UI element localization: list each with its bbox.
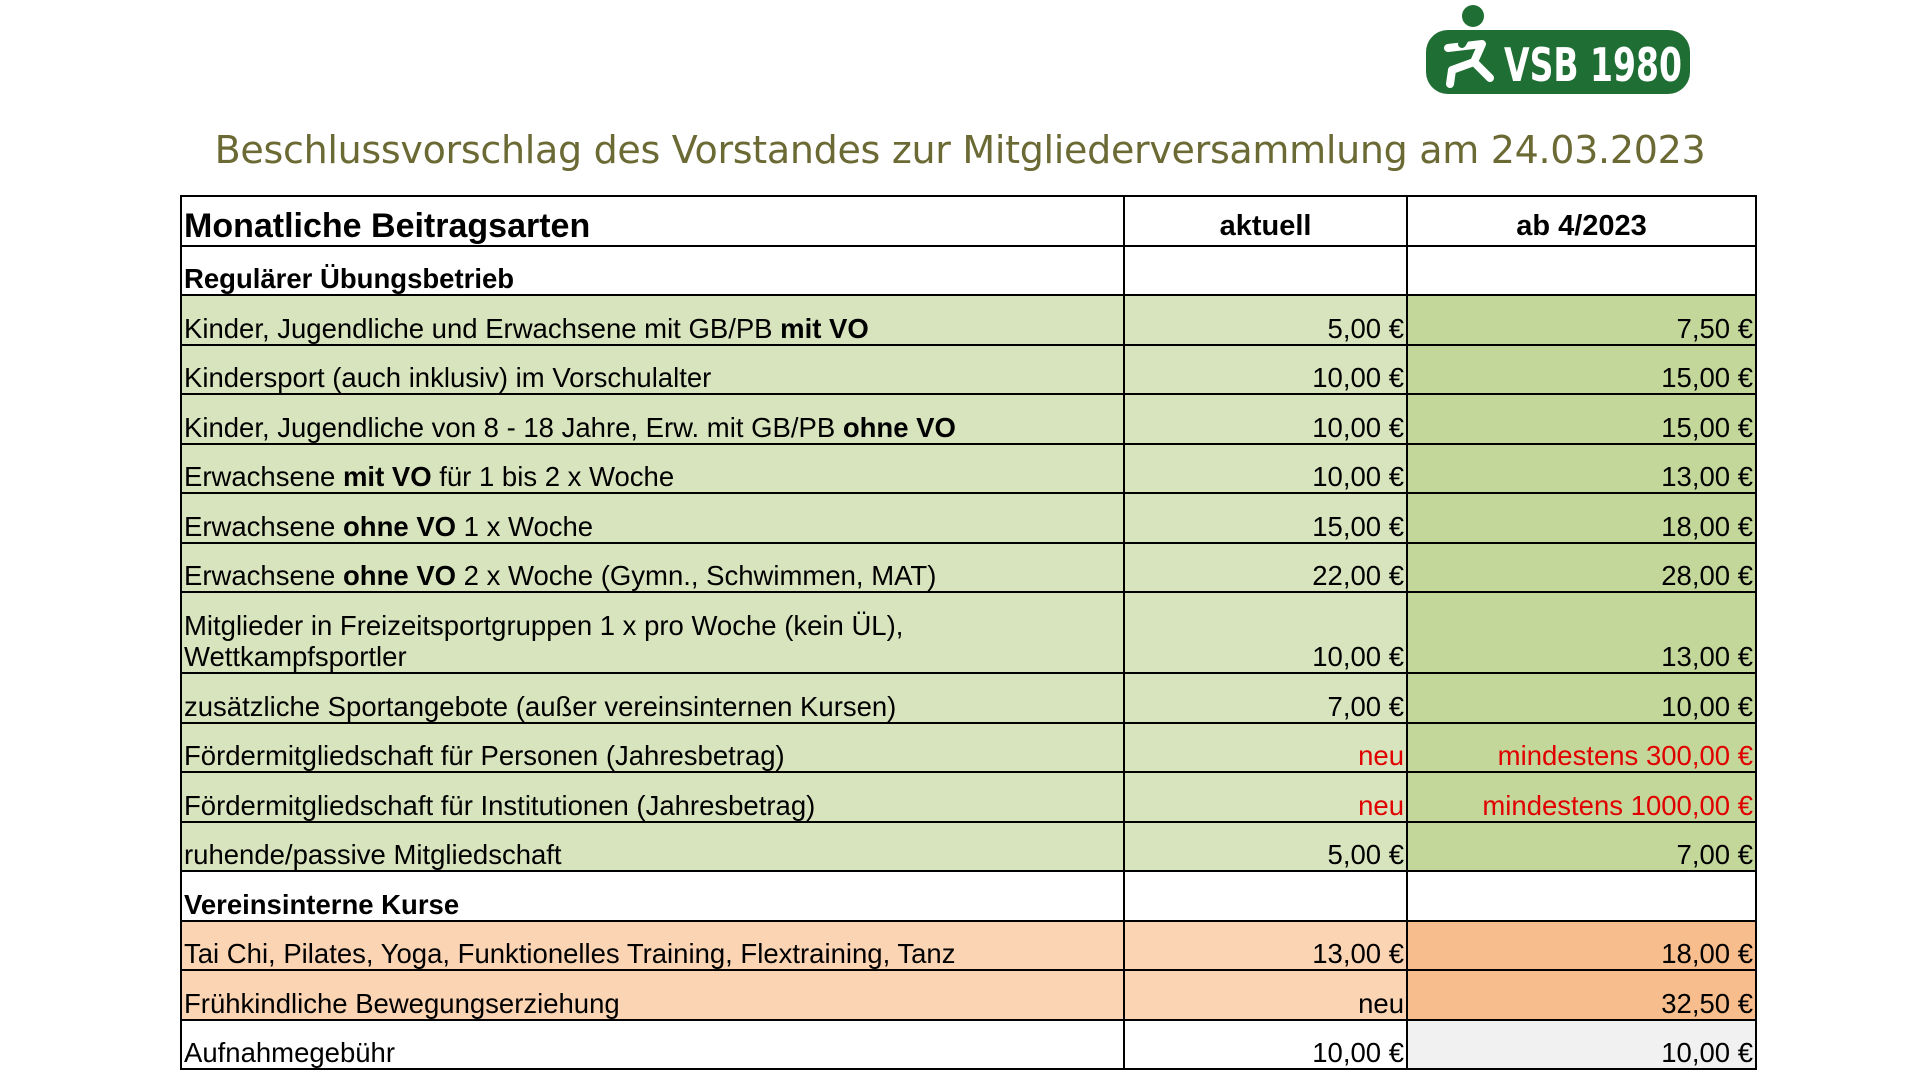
- table-row: [181, 970, 1756, 1020]
- section-title: Regulärer Übungsbetrieb: [181, 246, 1124, 296]
- row-label: zusätzliche Sportangebote (außer vereinsinternen Kursen): [181, 673, 1124, 723]
- table-row: [181, 723, 1756, 773]
- current-value: 5,00 €: [1124, 822, 1407, 872]
- header-current: aktuell: [1124, 196, 1407, 246]
- new-value: 15,00 €: [1407, 394, 1756, 444]
- row-label: ruhende/passive Mitgliedschaft: [181, 822, 1124, 872]
- new-value: 13,00 €: [1407, 592, 1756, 673]
- empty-cell: [1407, 871, 1756, 921]
- table-row: [181, 394, 1756, 444]
- table-row: [181, 673, 1756, 723]
- current-value: 10,00 €: [1124, 592, 1407, 673]
- table-row: [181, 295, 1756, 345]
- table-header-row: [181, 196, 1756, 246]
- table-row: [181, 921, 1756, 971]
- row-label: Kinder, Jugendliche von 8 - 18 Jahre, Erw. mit GB/PB ohne VO: [181, 394, 1124, 444]
- current-value: 10,00 €: [1124, 444, 1407, 494]
- new-value: mindestens 1000,00 €: [1407, 772, 1756, 822]
- table-row: [181, 592, 1756, 673]
- row-label: Erwachsene ohne VO 2 x Woche (Gymn., Schwimmen, MAT): [181, 543, 1124, 593]
- runner-logo-icon: [1422, 4, 1694, 98]
- current-value: 10,00 €: [1124, 1020, 1407, 1070]
- row-label: Kinder, Jugendliche und Erwachsene mit GB/PB mit VO: [181, 295, 1124, 345]
- row-label: Fördermitgliedschaft für Personen (Jahresbetrag): [181, 723, 1124, 773]
- section-row-regular: [181, 246, 1756, 296]
- table-row: [181, 444, 1756, 494]
- empty-cell: [1124, 871, 1407, 921]
- current-value: 22,00 €: [1124, 543, 1407, 593]
- logo-text: VSB 1980: [1504, 38, 1682, 92]
- section-title: Vereinsinterne Kurse: [181, 871, 1124, 921]
- row-label: Fördermitgliedschaft für Institutionen (Jahresbetrag): [181, 772, 1124, 822]
- new-value: 7,00 €: [1407, 822, 1756, 872]
- new-value: 28,00 €: [1407, 543, 1756, 593]
- new-value: 7,50 €: [1407, 295, 1756, 345]
- section-row-courses: [181, 871, 1756, 921]
- row-label: Erwachsene mit VO für 1 bis 2 x Woche: [181, 444, 1124, 494]
- new-value: 32,50 €: [1407, 970, 1756, 1020]
- new-value: 13,00 €: [1407, 444, 1756, 494]
- page-title: Beschlussvorschlag des Vorstandes zur Mitgliederversammlung am 24.03.2023: [214, 128, 1706, 172]
- table-row: [181, 493, 1756, 543]
- new-value: mindestens 300,00 €: [1407, 723, 1756, 773]
- empty-cell: [1407, 246, 1756, 296]
- current-value: 10,00 €: [1124, 345, 1407, 395]
- current-value: 13,00 €: [1124, 921, 1407, 971]
- new-value: 15,00 €: [1407, 345, 1756, 395]
- current-value: 7,00 €: [1124, 673, 1407, 723]
- row-label: Tai Chi, Pilates, Yoga, Funktionelles Training, Flextraining, Tanz: [181, 921, 1124, 971]
- table-row: [181, 543, 1756, 593]
- new-value: 10,00 €: [1407, 1020, 1756, 1070]
- new-value: 18,00 €: [1407, 493, 1756, 543]
- row-label: Frühkindliche Bewegungserziehung: [181, 970, 1124, 1020]
- row-label: Kindersport (auch inklusiv) im Vorschulalter: [181, 345, 1124, 395]
- empty-cell: [1124, 246, 1407, 296]
- current-value: neu: [1124, 970, 1407, 1020]
- fee-table: [180, 195, 1757, 1070]
- table-row: [181, 772, 1756, 822]
- header-new: ab 4/2023: [1407, 196, 1756, 246]
- current-value: neu: [1124, 723, 1407, 773]
- table-row-fee: [181, 1020, 1756, 1070]
- header-label: Monatliche Beitragsarten: [181, 196, 1124, 246]
- table-row: [181, 822, 1756, 872]
- table-row: [181, 345, 1756, 395]
- current-value: neu: [1124, 772, 1407, 822]
- current-value: 5,00 €: [1124, 295, 1407, 345]
- current-value: 10,00 €: [1124, 394, 1407, 444]
- row-label: Mitglieder in Freizeitsportgruppen 1 x pro Woche (kein ÜL), Wettkampfsportler: [181, 592, 1124, 673]
- new-value: 10,00 €: [1407, 673, 1756, 723]
- new-value: 18,00 €: [1407, 921, 1756, 971]
- vsb-logo: [1422, 4, 1694, 98]
- row-label: Aufnahmegebühr: [181, 1020, 1124, 1070]
- row-label: Erwachsene ohne VO 1 x Woche: [181, 493, 1124, 543]
- current-value: 15,00 €: [1124, 493, 1407, 543]
